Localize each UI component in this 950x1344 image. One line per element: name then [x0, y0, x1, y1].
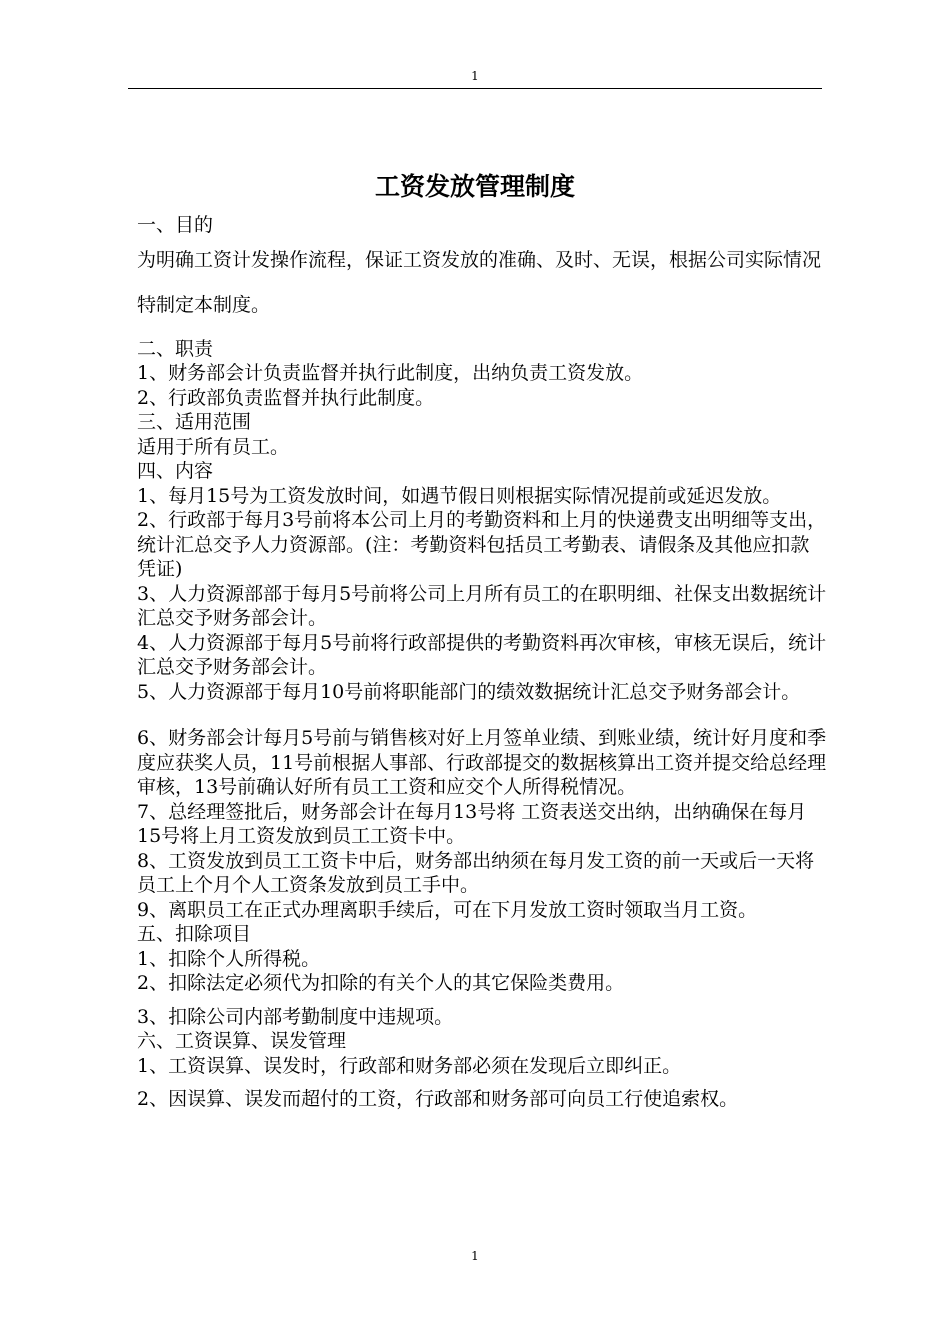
paragraph: 2、扣除法定必须代为扣除的有关个人的其它保险类费用。 [137, 972, 625, 994]
section-heading-deductions: 五、扣除项目 [137, 923, 252, 945]
section-heading-content: 四、内容 [137, 460, 214, 482]
paragraph: 1、财务部会计负责监督并执行此制度，出纳负责工资发放。 [137, 362, 644, 384]
section-heading-duties: 二、职责 [137, 337, 214, 360]
paragraph: 5、人力资源部于每月10号前将职能部门的绩效数据统计汇总交予财务部会计。 [137, 680, 801, 703]
paragraph: 6、财务部会计每月5号前与销售核对好上月签单业绩、到账业绩，统计好月度和季度应获奖人员，11号前根据人事部、行政部提交的数据核算出工资并提交给总经理审核，13号前确认好所有员工工资和应交个人所得税情况。 [137, 727, 827, 798]
paragraph: 1、每月15号为工资发放时间，如遇节假日则根据实际情况提前或延迟发放。 [137, 484, 782, 507]
paragraph: 2、行政部于每月3号前将本公司上月的考勤资料和上月的快递费支出明细等支出，统计汇总交予人力资源部。(注：考勤资料包括员工考勤表、请假条及其他应扣款凭证) [137, 509, 827, 580]
page-number-top: 1 [471, 69, 479, 83]
paragraph: 1、工资误算、误发时，行政部和财务部必须在发现后立即纠正。 [137, 1054, 682, 1077]
paragraph: 4、人力资源部于每月5号前将行政部提供的考勤资料再次审核，审核无误后，统计汇总交予财务部会计。 [137, 631, 827, 678]
page-header [128, 66, 822, 89]
page-number-bottom: 1 [471, 1249, 479, 1263]
paragraph: 2、因误算、误发而超付的工资，行政部和财务部可向员工行使追索权。 [137, 1088, 739, 1110]
paragraph: 9、离职员工在正式办理离职手续后，可在下月发放工资时领取当月工资。 [137, 898, 758, 921]
paragraph: 1、扣除个人所得税。 [137, 947, 321, 970]
section-heading-purpose: 一、目的 [137, 214, 214, 236]
paragraph: 适用于所有员工。 [137, 435, 290, 458]
paragraph: 8、工资发放到员工工资卡中后，财务部出纳须在每月发工资的前一天或后一天将员工上个月个人工资条发放到员工手中。 [137, 849, 815, 896]
paragraph: 7、总经理签批后，财务部会计在每月13号将 工资表送交出纳，出纳确保在每月15号将上月工资发放到员工工资卡中。 [137, 800, 807, 847]
section-heading-errors: 六、工资误算、误发管理 [137, 1030, 347, 1052]
document-body [137, 213, 827, 1112]
paragraph: 为明确工资计发操作流程，保证工资发放的准确、及时、无误，根据公司实际情况特制定本制度。 [137, 248, 822, 316]
paragraph: 2、行政部负责监督并执行此制度。 [137, 386, 435, 409]
paragraph: 3、人力资源部部于每月5号前将公司上月所有员工的在职明细、社保支出数据统计汇总交予财务部会计。 [137, 582, 827, 629]
document-title: 工资发放管理制度 [374, 172, 575, 201]
paragraph: 3、扣除公司内部考勤制度中违规项。 [137, 1005, 454, 1028]
section-heading-scope: 三、适用范围 [137, 411, 252, 433]
